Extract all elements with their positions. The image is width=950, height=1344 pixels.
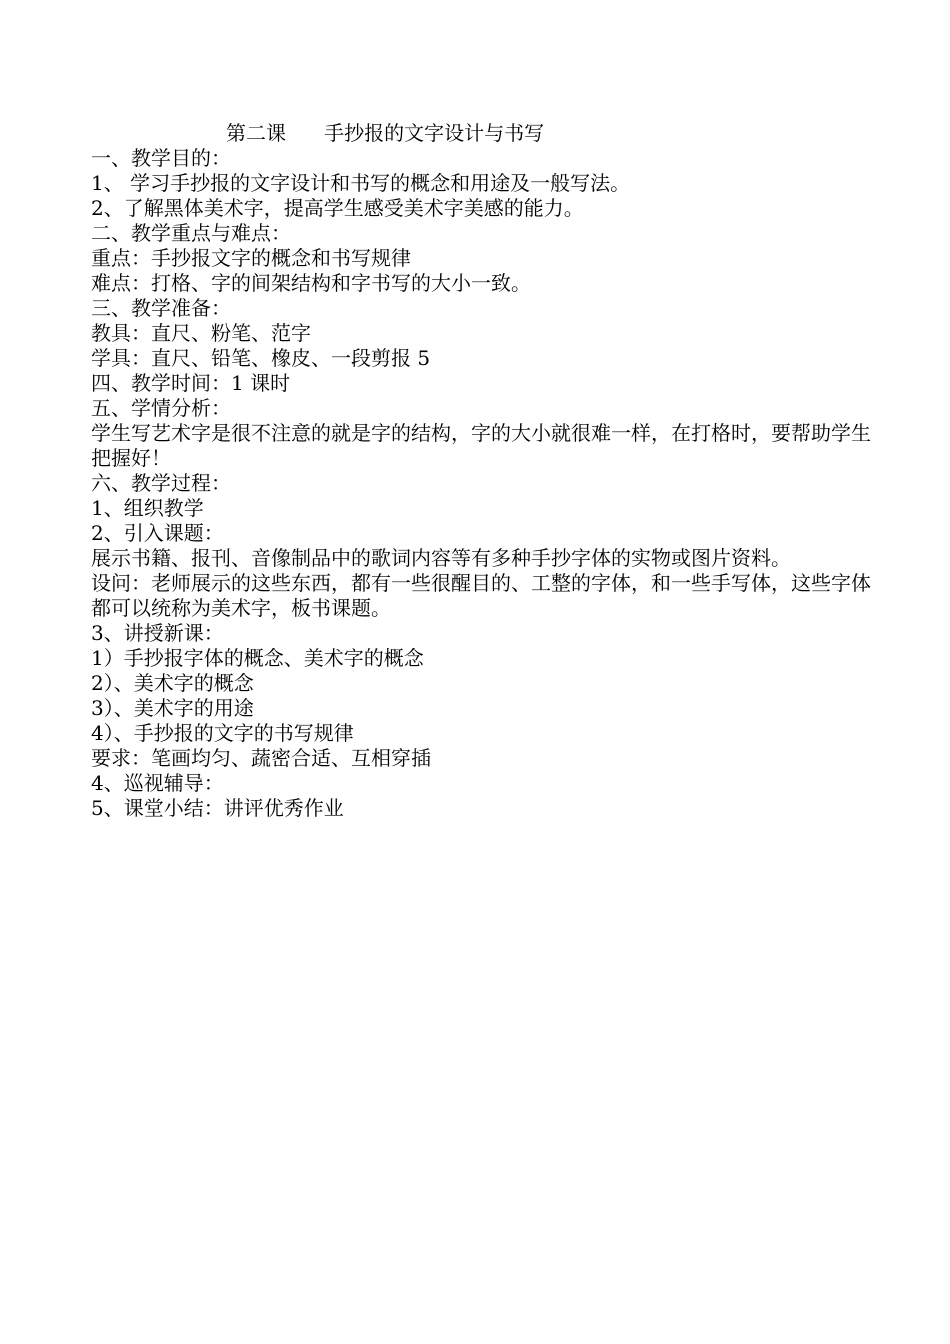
document-body <box>91 121 871 821</box>
key-point-text: 重点：手抄报文字的概念和书写规律 <box>91 246 411 270</box>
student-tools-text: 学具：直尺、铅笔、橡皮、一段剪报 5 <box>91 346 431 370</box>
section-heading-process: 六、教学过程： <box>91 471 231 495</box>
process-step-5: 5、课堂小结：讲评优秀作业 <box>91 796 344 820</box>
display-paragraph: 展示书籍、报刊、音像制品中的歌词内容等有多种手抄字体的实物或图片资料。 <box>91 546 791 570</box>
lesson-item-1: 1）手抄报字体的概念、美术字的概念 <box>91 646 424 670</box>
section-heading-objectives: 一、教学目的： <box>91 146 231 170</box>
lesson-item-2: 2）、美术字的概念 <box>91 671 254 695</box>
section-heading-key-points: 二、教学重点与难点： <box>91 221 291 245</box>
process-step-2: 2、引入课题： <box>91 521 224 545</box>
section-heading-time: 四、教学时间：1 课时 <box>91 371 291 395</box>
analysis-paragraph: 学生写艺术字是很不注意的就是字的结构，字的大小就很难一样，在打格时，要帮助学生把握好！ <box>91 421 871 470</box>
objective-item-1: 1、 学习手抄报的文字设计和书写的概念和用途及一般写法。 <box>91 171 631 195</box>
teaching-tools-text: 教具：直尺、粉笔、范字 <box>91 321 311 345</box>
section-heading-preparation: 三、教学准备： <box>91 296 231 320</box>
lesson-item-3: 3）、美术字的用途 <box>91 696 254 720</box>
process-step-1: 1、组织教学 <box>91 496 204 520</box>
document-title: 第二课 手抄报的文字设计与书写 <box>226 121 545 145</box>
objective-item-2: 2、了解黑体美术字，提高学生感受美术字美感的能力。 <box>91 196 584 220</box>
process-step-3: 3、讲授新课： <box>91 621 224 645</box>
process-step-4: 4、巡视辅导： <box>91 771 224 795</box>
lesson-item-4: 4）、手抄报的文字的书写规律 <box>91 721 354 745</box>
question-paragraph: 设问：老师展示的这些东西，都有一些很醒目的、工整的字体，和一些手写体，这些字体都可以统称为美术字，板书课题。 <box>91 571 871 620</box>
requirements-text: 要求：笔画均匀、蔬密合适、互相穿插 <box>91 746 431 770</box>
section-heading-analysis: 五、学情分析： <box>91 396 231 420</box>
difficulty-text: 难点：打格、字的间架结构和字书写的大小一致。 <box>91 271 531 295</box>
